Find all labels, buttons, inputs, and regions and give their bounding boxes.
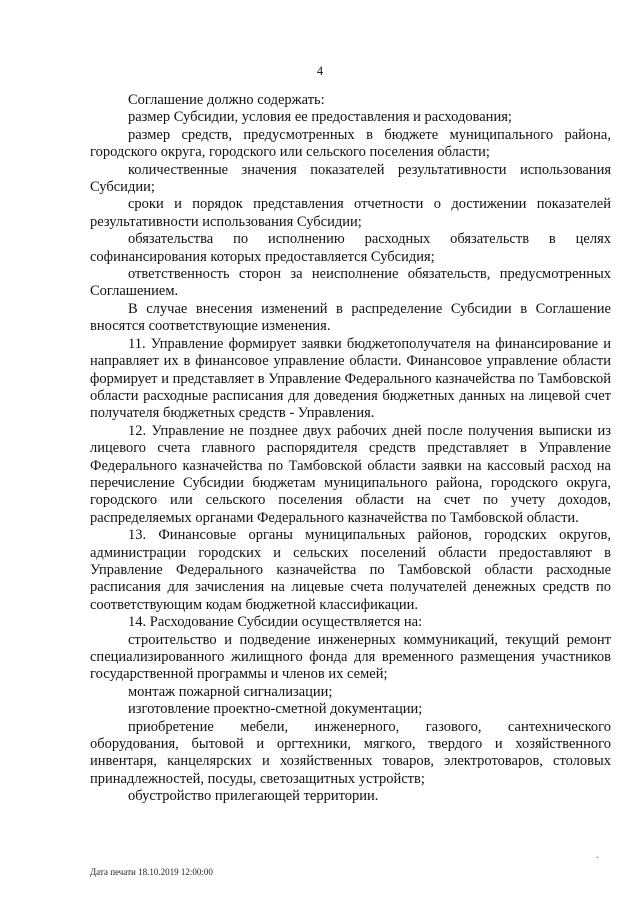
paragraph-item-11: 11. Управление формирует заявки бюджетополучателя на финансирование и направляет их в финансовое управление области. Финансовое управление области формирует и представляет в Управление Федерального казначейства по Тамбовской области расходные расписания для доведения бюджетных данных на лицевой счет получателя бюджетных средств - Управления. [90, 335, 611, 422]
paragraph: Соглашение должно содержать: [128, 92, 325, 108]
paragraph: приобретение мебели, инженерного, газового, сантехнического оборудования, бытовой и оргтехники, мягкого, твердого и хозяйственного инвентаря, канцелярских и хозяйственных товаров, электротоваров, столовых принадлежностей, посуды, светозащитных устройств; [90, 718, 611, 787]
stray-mark: . [596, 850, 599, 861]
paragraph-item-13: 13. Финансовые органы муниципальных районов, городских округов, администрации городских и сельских поселений области предоставляют в Управление Федерального казначейства по Тамбовской области расходные расписания для зачисления на лицевые счета получателей денежных средств по соответствующим кодам бюджетной классификации. [90, 527, 611, 613]
paragraph: строительство и подведение инженерных коммуникаций, текущий ремонт специализированного жилищного фонда для временного размещения участников государственной программы и членов их семей; [90, 631, 611, 683]
paragraph: размер средств, предусмотренных в бюджете муниципального района, городского округа, городского или сельского поселения области; [90, 126, 611, 161]
paragraph: В случае внесения изменений в распределение Субсидии в Соглашение вносятся соответствующие изменения. [90, 300, 611, 335]
paragraph: обязательства по исполнению расходных обязательств в целях софинансирования которых предоставляется Субсидия; [90, 231, 611, 265]
paragraph-item-14: 14. Расходование Субсидии осуществляется на: [128, 614, 423, 631]
print-date-footer: Дата печати 18.10.2019 12:00:00 [90, 867, 213, 877]
paragraph: размер Субсидии, условия ее предоставления и расходования; [128, 109, 512, 126]
document-body [90, 92, 611, 806]
page-number: 4 [316, 64, 324, 78]
paragraph: сроки и порядок представления отчетности о достижении показателей результативности использования Субсидии; [90, 196, 611, 230]
paragraph: количественные значения показателей результативности использования Субсидии; [90, 161, 611, 196]
paragraph: обустройство прилегающей территории. [128, 788, 379, 805]
paragraph: ответственность сторон за неисполнение обязательств, предусмотренных Соглашением. [90, 266, 611, 300]
paragraph: изготовление проектно-сметной документации; [128, 701, 423, 718]
paragraph: монтаж пожарной сигнализации; [128, 683, 333, 700]
paragraph-item-12: 12. Управление не позднее двух рабочих дней после получения выписки из лицевого счета главного распорядителя средств представляет в Управление Федерального казначейства по Тамбовской области заявки на кассовый расход на перечисление Субсидии бюджетам муниципального района, городского округа, городского или сельского поселения области на счет по учету доходов, распределяемых органами Федерального казначейства по Тамбовской области. [90, 422, 611, 526]
